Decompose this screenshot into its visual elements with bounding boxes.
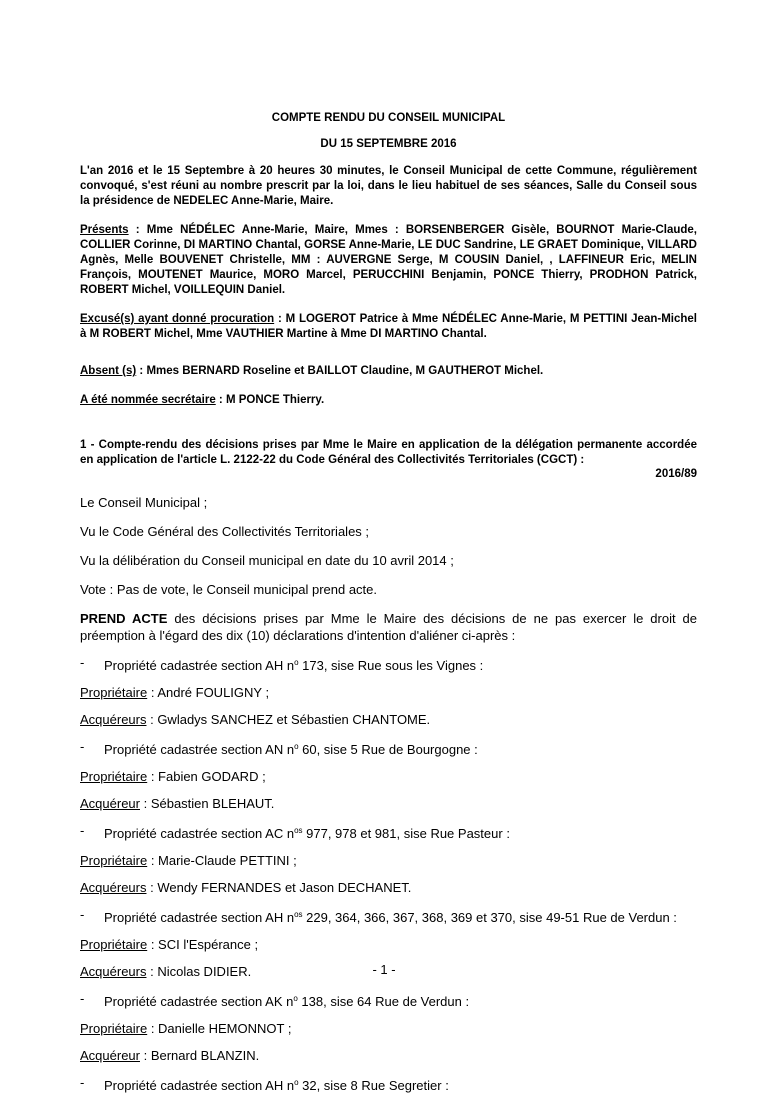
excuses-label: Excusé(s) ayant donné procuration: [80, 313, 275, 325]
list-dash: -: [80, 907, 85, 922]
buyer-name: : Bernard BLANZIN.: [139, 1048, 260, 1063]
page-number: - 1 -: [372, 962, 396, 977]
buyer-label: Acquéreurs: [80, 880, 147, 895]
buyer-label: Acquéreur: [80, 796, 140, 811]
document-date: DU 15 SEPTEMBRE 2016: [320, 138, 457, 150]
presents-label: Présents: [80, 224, 129, 236]
owner-label: Propriétaire: [80, 1021, 148, 1036]
list-dash: -: [80, 1075, 85, 1090]
buyer-label: Acquéreur: [80, 1048, 140, 1063]
property-description: Propriété cadastrée section AH $n^o$ 173, sise Rue sous les Vignes :: [104, 658, 484, 673]
secretaire-paragraph: [80, 393, 697, 408]
list-dash: -: [80, 991, 85, 1006]
body-p2: Vu le Code Général des Collectivités Territoriales ;: [80, 524, 370, 539]
document-page: [80, 112, 697, 1094]
property-item: [80, 990, 697, 1010]
buyer-label: Acquéreurs: [80, 964, 147, 979]
prend-acte-label: PREND ACTE: [80, 611, 168, 626]
prend-acte-text: des décisions prises par Mme le Maire des décisions de ne pas exercer le droit de préemption à l'égard des dix (10) déclarations d'intention d'aliéner ci-après :: [80, 611, 697, 643]
intro-paragraph: L'an 2016 et le 15 Septembre à 20 heures 30 minutes, le Conseil Municipal de cette Commune, régulièrement convoqué, s'est réuni au nombre prescrit par la loi, dans le lieu habituel de ses séances, Salle du Conseil sous la présidence de NEDELEC Anne-Marie, Maire.: [80, 165, 697, 207]
property-item: [80, 654, 697, 674]
property-owner: [80, 684, 697, 701]
excuses-text: : M LOGEROT Patrice à Mme NÉDÉLEC Anne-Marie, M PETTINI Jean-Michel à M ROBERT Michel, Mme VAUTHIER Martine à Mme DI MARTINO Chantal.: [80, 313, 697, 340]
buyer-name: : Sébastien BLEHAUT.: [139, 796, 275, 811]
body-p4: Vote : Pas de vote, le Conseil municipal prend acte.: [80, 582, 378, 597]
absents-paragraph: [80, 364, 697, 379]
secretaire-label: A été nommée secrétaire: [80, 394, 216, 406]
property-description: Propriété cadastrée section AN $n^o$ 60, sise 5 Rue de Bourgogne :: [104, 742, 478, 757]
buyer-name: : Wendy FERNANDES et Jason DECHANET.: [146, 880, 412, 895]
section-1-title: 1 - Compte-rendu des décisions prises par Mme le Maire en application de la délégation permanente accordée en application de l'article L. 2122-22 du Code Général des Collectivités Territoriales (CGCT) :: [80, 439, 697, 466]
buyer-name: : Nicolas DIDIER.: [146, 964, 252, 979]
body-p1: Le Conseil Municipal ;: [80, 495, 208, 510]
owner-name: : Danielle HEMONNOT ;: [147, 1021, 292, 1036]
property-description: Propriété cadastrée section AH $n^{os}$ 229, 364, 366, 367, 368, 369 et 370, sise 49-51 Rue de Verdun :: [104, 910, 677, 925]
owner-label: Propriétaire: [80, 853, 148, 868]
excuses-paragraph: [80, 312, 697, 342]
property-owner: [80, 768, 697, 785]
owner-name: : André FOULIGNY ;: [147, 685, 270, 700]
property-buyer: [80, 1047, 697, 1064]
property-buyer: [80, 795, 697, 812]
owner-name: : SCI l'Espérance ;: [147, 937, 259, 952]
document-title: COMPTE RENDU DU CONSEIL MUNICIPAL: [271, 112, 506, 124]
property-buyer: [80, 711, 697, 728]
property-item: [80, 738, 697, 758]
buyer-name: : Gwladys SANCHEZ et Sébastien CHANTOME.: [146, 712, 431, 727]
list-dash: -: [80, 655, 85, 670]
secretaire-text: : M PONCE Thierry.: [215, 394, 325, 406]
property-item: [80, 822, 697, 842]
property-buyer: [80, 879, 697, 896]
body-p3: Vu la délibération du Conseil municipal en date du 10 avril 2014 ;: [80, 553, 454, 568]
owner-label: Propriétaire: [80, 937, 148, 952]
property-list: [80, 654, 697, 1064]
property-owner: [80, 936, 697, 953]
deliberation-ref: 2016/89: [655, 468, 697, 480]
property-owner: [80, 1020, 697, 1037]
property-description: Propriété cadastrée section AH $n^o$ 32, sise 8 Rue Segretier :: [104, 1078, 449, 1093]
property-item: [80, 1074, 697, 1094]
buyer-label: Acquéreurs: [80, 712, 147, 727]
absents-text: : Mmes BERNARD Roseline et BAILLOT Claudine, M GAUTHEROT Michel.: [136, 365, 544, 377]
list-dash: -: [80, 823, 85, 838]
presents-text: : Mme NÉDÉLEC Anne-Marie, Maire, Mmes : BORSENBERGER Gisèle, BOURNOT Marie-Claude, COLLIER Corinne, DI MARTINO Chantal, GORSE Anne-Marie, LE DUC Sandrine, LE GRAET Dominique, VILLARD Agnès, Melle BOUVENET Christelle, MM : AUVERGNE Serge, M COUSIN Daniel, , LAFFINEUR Eric, MELIN François, MOUTENET Maurice, MORO Marcel, PERUCCHINI Benjamin, PONCE Thierry, PRODHON Patrick, ROBERT Michel, VOILLEQUIN Daniel.: [80, 224, 697, 296]
owner-name: : Fabien GODARD ;: [147, 769, 266, 784]
property-description: Propriété cadastrée section AC $n^{os}$ 977, 978 et 981, sise Rue Pasteur :: [104, 826, 510, 841]
owner-label: Propriétaire: [80, 769, 148, 784]
property-owner: [80, 852, 697, 869]
list-dash: -: [80, 739, 85, 754]
absents-label: Absent (s): [80, 365, 137, 377]
property-item: [80, 906, 697, 926]
owner-name: : Marie-Claude PETTINI ;: [147, 853, 297, 868]
owner-label: Propriétaire: [80, 685, 148, 700]
property-description: Propriété cadastrée section AK $n^o$ 138, sise 64 Rue de Verdun :: [104, 994, 470, 1009]
prend-acte-paragraph: [80, 610, 697, 644]
presents-paragraph: [80, 223, 697, 298]
